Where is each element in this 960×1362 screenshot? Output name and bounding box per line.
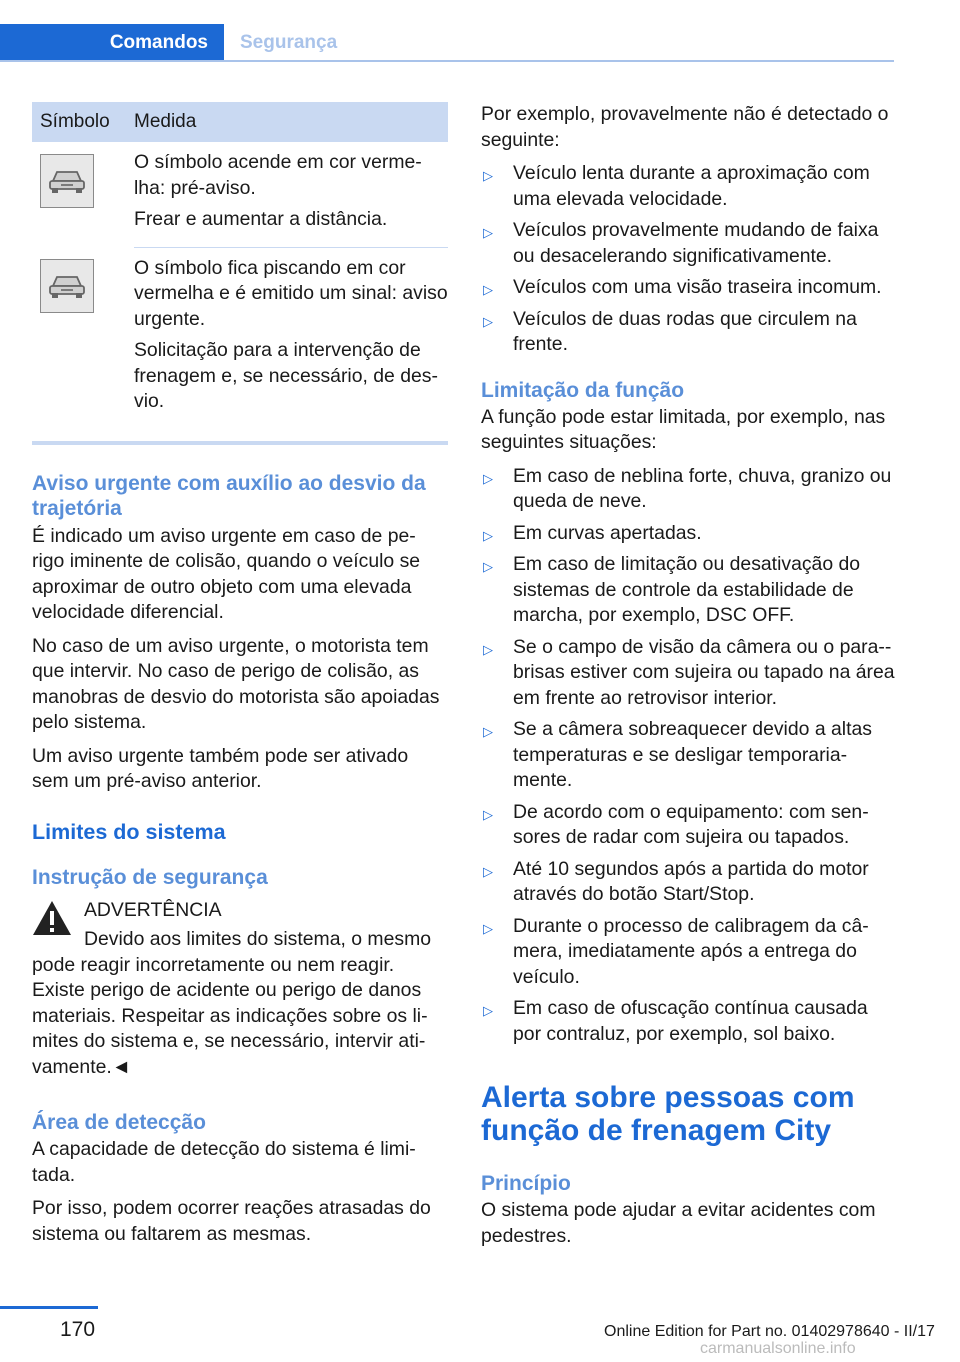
row1-line2: Frear e aumentar a distância. <box>134 208 388 230</box>
symbol-column-header: Símbolo <box>32 102 134 142</box>
urgent-paragraph-1: É indicado um aviso urgente em caso de pe-rigo iminente de colisão, quando o veículo se aproximar de outro objeto com uma elevada velocidade diferencial. <box>32 524 421 623</box>
footer-rule <box>0 1306 98 1309</box>
warning-text: pode reagir incorretamente ou nem reagir. Existe perigo de acidente ou perigo de danos materiais. Respeitar as indicações sobre os li-mites do sistema e, se necessário, intervir ati-vamente.◄ <box>32 953 428 1078</box>
list-item: ▷ Se a câmera sobreaquecer devido a altas temperaturas e se desligar temporaria-mente. <box>483 718 872 791</box>
principle-paragraph: O sistema pode ajudar a evitar acidentes com pedestres. <box>481 1199 876 1247</box>
measure-column-header: Medida <box>134 102 448 142</box>
list-item: ▷ Veículos com uma visão traseira incomum. <box>481 275 895 301</box>
bullet-triangle-icon: ▷ <box>483 559 493 574</box>
table-row <box>32 247 448 429</box>
list-item: ▷ Veículos provavelmente mudando de faixa ou desacelerando significativamente. <box>483 219 879 267</box>
detection-paragraph-1: A capacidade de detecção do sistema é limi-tada. <box>32 1138 416 1186</box>
detection-paragraph-2: Por isso, podem ocorrer reações atrasadas do sistema ou faltarem as mesmas. <box>32 1197 431 1245</box>
bullet-triangle-icon: ▷ <box>483 641 493 657</box>
watermark: carmanualsonline.info <box>700 1340 856 1357</box>
car-warning-flashing-icon <box>40 259 94 313</box>
bullet-triangle-icon: ▷ <box>483 806 493 822</box>
bullet-triangle-icon: ▷ <box>483 724 493 739</box>
list-item: ▷ Veículos de duas rodas que circulem na frente. <box>483 307 857 355</box>
list-item: ▷ Até 10 segundos após a partida do motor através do botão Start/Stop. <box>483 857 869 905</box>
table-header-row <box>32 102 448 142</box>
limitation-list <box>481 464 895 1048</box>
list-item: ▷ Durante o processo de calibragem da câ-mera, imediatamente após a entrega do veículo. <box>483 914 869 988</box>
urgent-paragraph-3: Um aviso urgente também pode ser ativado sem um pré-aviso anterior. <box>32 744 409 792</box>
not-detected-intro: Por exemplo, provavelmente não é detectado o seguinte: <box>481 103 889 151</box>
page-header <box>0 0 960 64</box>
urgent-warning-heading: Aviso urgente com auxílio ao desvio da trajetória <box>32 471 426 520</box>
warning-title: ADVERTÊNCIA <box>84 898 222 921</box>
bullet-triangle-icon: ▷ <box>483 527 493 543</box>
list-item: ▷ Veículo lenta durante a aproximação com uma elevada velocidade. <box>483 162 870 210</box>
header-divider <box>0 60 894 62</box>
page-number: 170 <box>60 1318 96 1341</box>
tab-seguranca[interactable]: Segurança <box>240 32 338 53</box>
list-item: ▷ Se o campo de visão da câmera ou o para--brisas estiver com sujeira ou tapado na área em frente ao retrovisor interior. <box>483 635 895 709</box>
list-item: ▷ Em caso de limitação ou desativação do sistemas de controle da estabilidade de marcha, por exemplo, DSC OFF. <box>483 553 861 626</box>
function-limitation-heading: Limitação da função <box>481 378 685 402</box>
bullet-triangle-icon: ▷ <box>483 470 493 486</box>
list-item: ▷ De acordo com o equipamento: com sen-sores de radar com sujeira ou tapados. <box>483 800 869 848</box>
system-limits-heading: Limites do sistema <box>32 819 226 844</box>
left-column <box>32 102 448 1255</box>
not-detected-list <box>481 161 895 358</box>
symbol-table <box>32 102 448 429</box>
safety-instruction-heading: Instrução de segurança <box>32 865 268 889</box>
row2-line2: Solicitação para a intervenção de frenagem e, se necessário, de des-vio. <box>134 339 438 412</box>
bullet-triangle-icon: ▷ <box>483 313 493 329</box>
urgent-paragraph-2: No caso de um aviso urgente, o motorista tem que intervir. No caso de perigo de colisão, as manobras de desvio do motorista são apoiadas pelo sistema. <box>32 634 440 733</box>
list-item: ▷ Em curvas apertadas. <box>481 521 895 547</box>
list-item: ▷ Em caso de ofuscação contínua causada por contraluz, por exemplo, sol baixo. <box>483 997 868 1045</box>
tab-comandos[interactable]: Comandos <box>0 24 224 62</box>
bullet-triangle-icon: ▷ <box>483 168 493 183</box>
right-column <box>481 102 895 1257</box>
detection-area-heading: Área de detecção <box>32 1111 206 1134</box>
warning-block <box>32 898 448 1081</box>
row2-line1: O símbolo fica piscando em cor vermelha e é emitido um sinal: aviso urgente. <box>134 256 448 330</box>
warning-triangle-icon <box>32 900 72 936</box>
list-item: ▷ Em caso de neblina forte, chuva, granizo ou queda de neve. <box>483 464 892 512</box>
table-row <box>32 142 448 247</box>
bullet-triangle-icon: ▷ <box>483 1003 493 1018</box>
bullet-triangle-icon: ▷ <box>483 920 493 936</box>
bullet-triangle-icon: ▷ <box>483 225 493 240</box>
bullet-triangle-icon: ▷ <box>483 863 493 879</box>
warning-text-first: Devido aos limites do sistema, o mesmo <box>84 928 432 950</box>
row1-line1: O símbolo acende em cor verme-lha: pré-aviso. <box>134 151 422 199</box>
bullet-triangle-icon: ▷ <box>483 282 493 297</box>
edition-note: Online Edition for Part no. 01402978640 - II/17 <box>604 1323 935 1340</box>
car-warning-icon <box>40 154 94 208</box>
limitation-paragraph: A função pode estar limitada, por exemplo, nas seguintes situações: <box>481 405 886 453</box>
principle-heading: Princípio <box>481 1172 571 1195</box>
pedestrian-warning-heading: Alerta sobre pessoas com função de frenagem City <box>481 1081 855 1147</box>
